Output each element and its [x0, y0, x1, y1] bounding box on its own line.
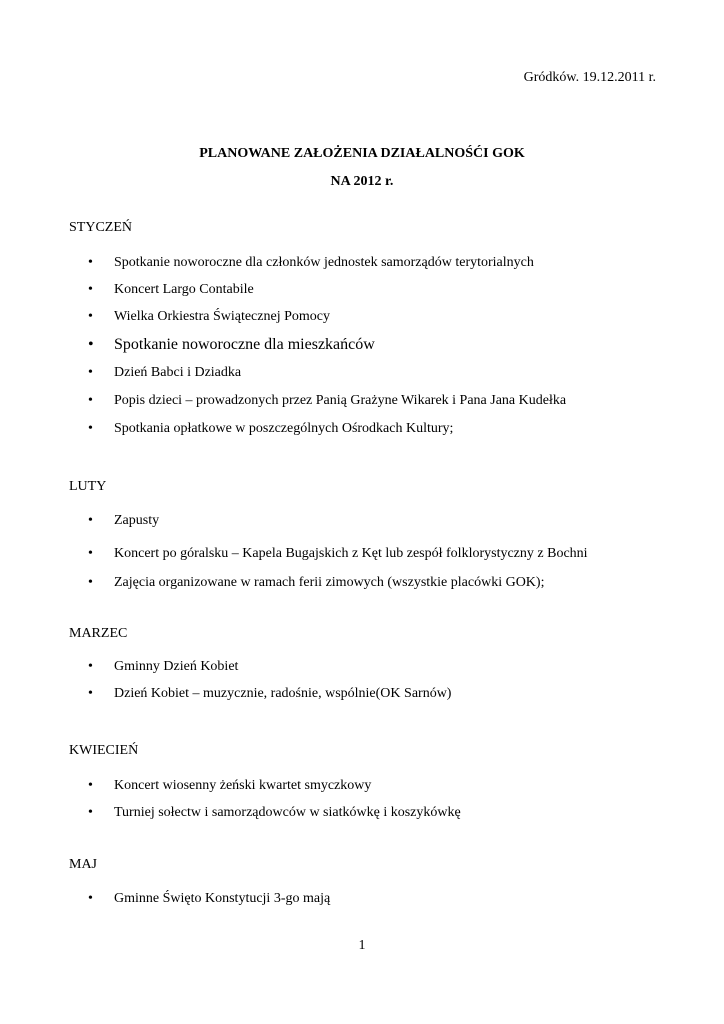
list-item-text: Gminny Dzień Kobiet	[114, 659, 239, 674]
bullet-icon: •	[88, 805, 93, 820]
list-item-text: Spotkania opłatkowe w poszczególnych Ośrodkach Kultury;	[114, 421, 454, 436]
list-item	[88, 575, 544, 591]
list-item	[88, 255, 534, 271]
bullet-icon: •	[88, 778, 93, 793]
bullet-icon: •	[88, 546, 93, 561]
list-item-text: Spotkanie noworoczne dla mieszkańców	[114, 336, 375, 353]
section-heading-luty: LUTY	[69, 479, 107, 494]
document-subtitle: NA 2012 r.	[330, 174, 394, 189]
list-item-text: Popis dzieci – prowadzonych przez Panią Grażyne Wikarek i Pana Jana Kudełka	[114, 393, 567, 408]
bullet-icon: •	[88, 336, 94, 353]
bullet-icon: •	[88, 309, 93, 324]
list-item-text: Gminne Święto Konstytucji 3-go mają	[114, 891, 331, 906]
list-item	[88, 336, 375, 354]
list-item	[88, 421, 453, 437]
list-item-text: Spotkanie noworoczne dla członków jednostek samorządów terytorialnych	[114, 255, 534, 270]
bullet-icon: •	[88, 513, 93, 528]
list-item	[88, 282, 254, 298]
bullet-icon: •	[88, 891, 93, 906]
document-date: Gródków. 19.12.2011 r.	[523, 70, 656, 85]
list-item	[88, 513, 159, 529]
bullet-icon: •	[88, 393, 93, 408]
list-item-text: Koncert wiosenny żeński kwartet smyczkowy	[114, 778, 372, 793]
list-item	[88, 805, 461, 821]
list-item	[88, 365, 241, 381]
list-item-text: Zapusty	[114, 513, 160, 528]
document-title: PLANOWANE ZAŁOŻENIA DZIAŁALNOŚĆI GOK	[199, 146, 525, 161]
list-item-text: Koncert Largo Contabile	[114, 282, 254, 297]
bullet-icon: •	[88, 282, 93, 297]
list-item-text: Wielka Orkiestra Świątecznej Pomocy	[114, 309, 330, 324]
section-heading-kwiecien: KWIECIEŃ	[69, 743, 139, 758]
page-number: 1	[358, 938, 366, 953]
list-item-text: Dzień Kobiet – muzycznie, radośnie, wspólnie(OK Sarnów)	[114, 686, 452, 701]
list-item	[88, 546, 588, 562]
bullet-icon: •	[88, 421, 93, 436]
list-item-text: Turniej sołectw i samorządowców w siatkówkę i koszykówkę	[114, 805, 461, 820]
section-heading-marzec: MARZEC	[69, 626, 128, 641]
list-item	[88, 891, 330, 907]
bullet-icon: •	[88, 575, 93, 590]
list-item	[88, 309, 330, 325]
list-item	[88, 659, 238, 675]
list-item-text: Koncert po góralsku – Kapela Bugajskich z Kęt lub zespół folklorystyczny z Bochni	[114, 546, 588, 561]
list-item-text: Dzień Babci i Dziadka	[114, 365, 242, 380]
list-item-text: Zajęcia organizowane w ramach ferii zimowych (wszystkie placówki GOK);	[114, 575, 545, 590]
bullet-icon: •	[88, 255, 93, 270]
section-heading-styczen: STYCZEŃ	[69, 220, 132, 235]
bullet-icon: •	[88, 659, 93, 674]
list-item	[88, 393, 566, 409]
bullet-icon: •	[88, 365, 93, 380]
section-heading-maj: MAJ	[69, 857, 98, 872]
bullet-icon: •	[88, 686, 93, 701]
list-item	[88, 686, 451, 702]
list-item	[88, 778, 371, 794]
